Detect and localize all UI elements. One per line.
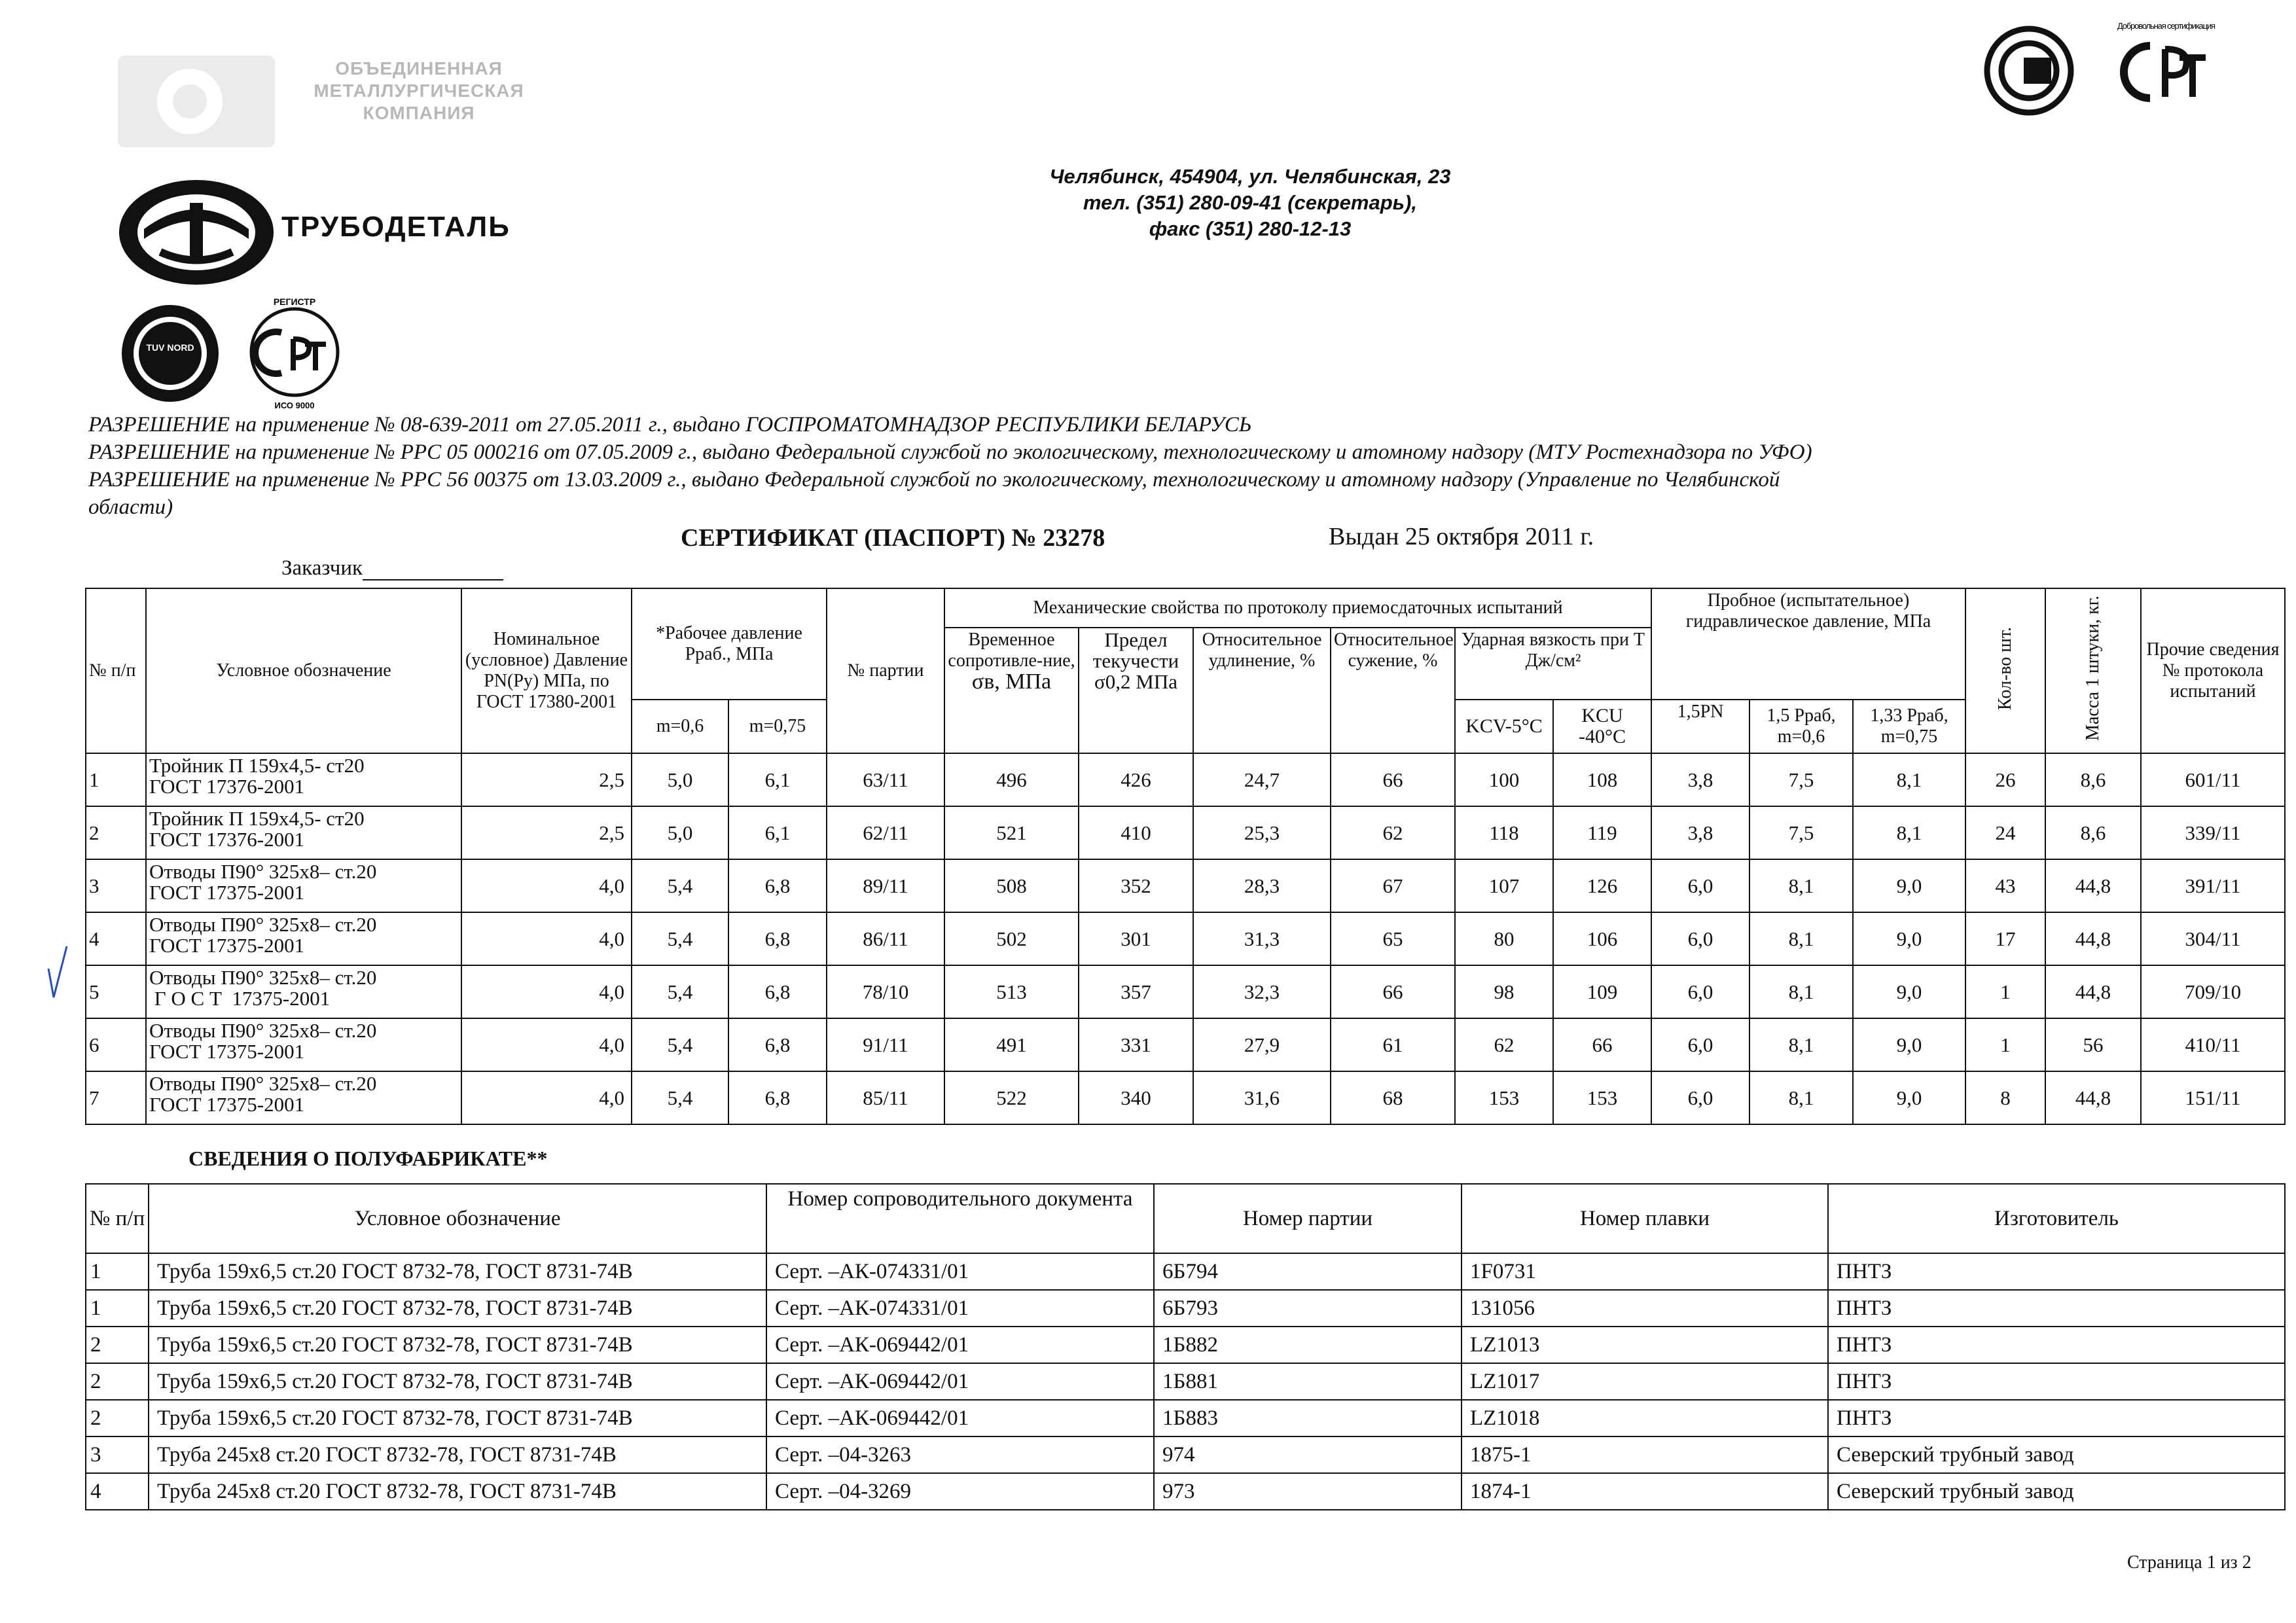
designation-line: Отводы П90° 325х8– ст.20	[149, 1019, 377, 1042]
table-row	[86, 1071, 2285, 1124]
yield-unit: σ0,2 МПа	[1094, 670, 1177, 693]
cell-batch: 89/11	[827, 859, 944, 912]
semi-cell-designation: Труба 159х6,5 ст.20 ГОСТ 8732-78, ГОСТ 8731-74В	[149, 1327, 766, 1363]
semi-cell-heat: LZ1018	[1462, 1400, 1828, 1436]
semi-cell-designation: Труба 159х6,5 ст.20 ГОСТ 8732-78, ГОСТ 8731-74В	[149, 1363, 766, 1400]
oms-group-name: ОБЪЕДИНЕННАЯ МЕТАЛЛУРГИЧЕСКАЯ КОМПАНИЯ	[314, 58, 524, 123]
col-h133: 1,33 Рраб, m=0,75	[1853, 700, 1965, 753]
semi-row	[86, 1363, 2285, 1400]
cell-elongation: 27,9	[1193, 1018, 1331, 1071]
cell-yield: 301	[1079, 912, 1193, 965]
semi-row	[86, 1253, 2285, 1290]
designation-std: ГОСТ 17375-2001	[149, 1040, 305, 1063]
table-row	[86, 753, 2285, 806]
semi-row	[86, 1327, 2285, 1363]
col-impact	[1455, 628, 1651, 700]
cell-contraction: 65	[1331, 912, 1455, 965]
designation-line: Отводы П90° 325х8– ст.20	[149, 913, 377, 936]
semi-col-designation: Условное обозначение	[149, 1184, 766, 1253]
cell-w2: 6,8	[728, 859, 827, 912]
semi-col-heat: Номер плавки	[1462, 1184, 1828, 1253]
tensile-unit: σв, МПа	[971, 669, 1052, 694]
col-kcv: KCV-5°C	[1455, 700, 1553, 753]
table-row	[86, 806, 2285, 859]
iso-text: ИСО 9000	[274, 401, 315, 410]
cell-h15: 7,5	[1749, 806, 1853, 859]
col-yield	[1079, 628, 1193, 753]
cell-kcv: 98	[1455, 965, 1553, 1018]
cell-num: 3	[86, 859, 146, 912]
cell-designation	[146, 912, 461, 965]
cell-h133: 9,0	[1853, 1018, 1965, 1071]
cell-kcv: 100	[1455, 753, 1553, 806]
col-h15pn: 1,5PN	[1651, 700, 1749, 753]
semi-cell-num: 3	[86, 1436, 149, 1473]
certificate-title: СЕРТИФИКАТ (ПАСПОРТ) № 23278	[681, 524, 1105, 552]
gost-cert-icon	[1983, 25, 2075, 116]
cell-w2: 6,8	[728, 912, 827, 965]
cell-h15pn: 6,0	[1651, 859, 1749, 912]
voluntary-text: Добровольная сертификация	[2117, 21, 2215, 31]
cell-designation	[146, 1018, 461, 1071]
semi-cell-doc: Серт. –АК-069442/01	[766, 1400, 1154, 1436]
semi-cell-maker: ПНТЗ	[1828, 1290, 2285, 1327]
semi-cell-designation: Труба 159х6,5 ст.20 ГОСТ 8732-78, ГОСТ 8731-74В	[149, 1253, 766, 1290]
cell-qty: 26	[1965, 753, 2045, 806]
cell-qty: 1	[1965, 965, 2045, 1018]
cell-contraction: 66	[1331, 753, 1455, 806]
col-m06: m=0,6	[632, 700, 728, 753]
semi-cell-doc: Серт. –АК-069442/01	[766, 1327, 1154, 1363]
cell-num: 4	[86, 912, 146, 965]
cell-num: 7	[86, 1071, 146, 1124]
cell-h15pn: 6,0	[1651, 912, 1749, 965]
cell-kcu: 119	[1553, 806, 1651, 859]
semi-row	[86, 1436, 2285, 1473]
cell-kcu: 66	[1553, 1018, 1651, 1071]
table-row	[86, 859, 2285, 912]
semi-cell-designation: Труба 159х6,5 ст.20 ГОСТ 8732-78, ГОСТ 8731-74В	[149, 1400, 766, 1436]
cell-mass: 56	[2045, 1018, 2141, 1071]
permit-line: области)	[88, 495, 173, 519]
cell-other: 410/11	[2141, 1018, 2285, 1071]
cell-qty: 8	[1965, 1071, 2045, 1124]
cell-contraction: 61	[1331, 1018, 1455, 1071]
cell-mass: 8,6	[2045, 806, 2141, 859]
semi-col-maker: Изготовитель	[1828, 1184, 2285, 1253]
register-text: РЕГИСТР	[273, 296, 316, 307]
cell-tensile: 496	[944, 753, 1079, 806]
cell-tensile: 491	[944, 1018, 1079, 1071]
cell-other: 601/11	[2141, 753, 2285, 806]
cell-batch: 78/10	[827, 965, 944, 1018]
impact-label: Ударная вязкость при Т	[1461, 630, 1645, 650]
designation-line: Отводы П90° 325х8– ст.20	[149, 1072, 377, 1095]
cell-h15: 8,1	[1749, 912, 1853, 965]
col-work-pressure: *Рабочее давление Рраб., МПа	[632, 588, 827, 700]
cell-w2: 6,8	[728, 965, 827, 1018]
cell-h133: 8,1	[1853, 806, 1965, 859]
tensile-label: Временное сопротивле-ние,	[948, 630, 1075, 671]
cell-num: 1	[86, 753, 146, 806]
table-row	[86, 1018, 2285, 1071]
cell-num: 2	[86, 806, 146, 859]
semi-row	[86, 1400, 2285, 1436]
cell-h15: 8,1	[1749, 859, 1853, 912]
cell-elongation: 25,3	[1193, 806, 1331, 859]
semi-cell-doc: Серт. –АК-074331/01	[766, 1253, 1154, 1290]
cell-w2: 6,1	[728, 753, 827, 806]
cell-h15pn: 6,0	[1651, 965, 1749, 1018]
cell-contraction: 66	[1331, 965, 1455, 1018]
cell-other: 339/11	[2141, 806, 2285, 859]
semi-cell-doc: Серт. –04-3269	[766, 1473, 1154, 1510]
semi-cell-batch: 6Б794	[1154, 1253, 1462, 1290]
designation-std: ГОСТ 17376-2001	[149, 775, 305, 798]
cell-contraction: 62	[1331, 806, 1455, 859]
phone-line: тел. (351) 280-09-41 (секретарь),	[1083, 191, 1417, 214]
col-m075: m=0,75	[728, 700, 827, 753]
semi-cell-batch: 6Б793	[1154, 1290, 1462, 1327]
cell-yield: 352	[1079, 859, 1193, 912]
customer-field	[281, 556, 503, 580]
tuv-text: TUV NORD	[146, 342, 194, 353]
designation-std: ГОСТ 17375-2001	[149, 934, 305, 957]
cell-tensile: 502	[944, 912, 1079, 965]
designation-line: Отводы П90° 325х8– ст.20	[149, 860, 377, 883]
cell-h15pn: 3,8	[1651, 753, 1749, 806]
cell-kcu: 106	[1553, 912, 1651, 965]
cell-designation	[146, 806, 461, 859]
cell-yield: 426	[1079, 753, 1193, 806]
designation-std: ГОСТ 17376-2001	[149, 828, 305, 851]
cell-w1: 5,4	[632, 859, 728, 912]
semi-cell-maker: Северский трубный завод	[1828, 1473, 2285, 1510]
table-row	[86, 912, 2285, 965]
designation-line: Тройник П 159х4,5- ст20	[149, 807, 365, 830]
cell-h15: 8,1	[1749, 1018, 1853, 1071]
table-row	[86, 965, 2285, 1018]
cell-pn: 4,0	[461, 1071, 632, 1124]
fax-line: факс (351) 280-12-13	[1149, 217, 1352, 240]
col-nominal-pressure: Номинальное (условное) Давление PN(Ру) МПа, по ГОСТ 17380-2001	[461, 588, 632, 753]
cell-w1: 5,4	[632, 912, 728, 965]
cell-kcv: 118	[1455, 806, 1553, 859]
cell-yield: 410	[1079, 806, 1193, 859]
col-hydro: Пробное (испытательное) гидравлическое давление, МПа	[1651, 588, 1965, 700]
semi-product-title: СВЕДЕНИЯ О ПОЛУФАБРИКАТЕ**	[188, 1147, 548, 1170]
semi-cell-num: 2	[86, 1400, 149, 1436]
cell-qty: 24	[1965, 806, 2045, 859]
qty-label: Кол-во шт.	[1995, 626, 2016, 710]
cell-h15: 7,5	[1749, 753, 1853, 806]
semi-cell-maker: ПНТЗ	[1828, 1327, 2285, 1363]
cell-h133: 8,1	[1853, 753, 1965, 806]
address-line: Челябинск, 454904, ул. Челябинская, 23	[1049, 165, 1451, 188]
cell-h15pn: 6,0	[1651, 1018, 1749, 1071]
designation-std: ГОСТ 17375-2001	[149, 881, 305, 904]
impact-unit: Дж/см²	[1525, 651, 1581, 671]
semi-cell-maker: Северский трубный завод	[1828, 1436, 2285, 1473]
semi-cell-heat: LZ1013	[1462, 1327, 1828, 1363]
cell-pn: 4,0	[461, 912, 632, 965]
col-designation: Условное обозначение	[146, 588, 461, 753]
col-tensile	[944, 628, 1079, 753]
company-name: ТРУБОДЕТАЛЬ	[281, 211, 511, 243]
semi-cell-designation: Труба 159х6,5 ст.20 ГОСТ 8732-78, ГОСТ 8731-74В	[149, 1290, 766, 1327]
cell-h15: 8,1	[1749, 965, 1853, 1018]
permit-line: РАЗРЕШЕНИЕ на применение № РРС 56 00375 от 13.03.2009 г., выдано Федеральной службой по экологическому, технологическому и атомному надзору (Управление по Челябинской	[88, 468, 1780, 491]
cell-h15pn: 3,8	[1651, 806, 1749, 859]
col-mass	[2045, 588, 2141, 753]
cell-kcu: 108	[1553, 753, 1651, 806]
semi-cell-num: 1	[86, 1290, 149, 1327]
cell-kcu: 126	[1553, 859, 1651, 912]
cell-tensile: 513	[944, 965, 1079, 1018]
cell-w2: 6,8	[728, 1071, 827, 1124]
semi-cell-batch: 1Б883	[1154, 1400, 1462, 1436]
cell-qty: 1	[1965, 1018, 2045, 1071]
page-number: Страница 1 из 2	[2127, 1552, 2251, 1573]
semi-row	[86, 1290, 2285, 1327]
cell-designation	[146, 1071, 461, 1124]
cell-w1: 5,4	[632, 1071, 728, 1124]
cell-h133: 9,0	[1853, 912, 1965, 965]
cell-batch: 85/11	[827, 1071, 944, 1124]
semi-cell-num: 2	[86, 1327, 149, 1363]
cell-mass: 8,6	[2045, 753, 2141, 806]
semi-cell-batch: 974	[1154, 1436, 1462, 1473]
designation-std: ГОСТ 17375-2001	[149, 1093, 305, 1116]
semi-cell-batch: 973	[1154, 1473, 1462, 1510]
cell-elongation: 31,6	[1193, 1071, 1331, 1124]
cell-qty: 17	[1965, 912, 2045, 965]
cell-pn: 4,0	[461, 1018, 632, 1071]
cell-other: 391/11	[2141, 859, 2285, 912]
cell-h133: 9,0	[1853, 965, 1965, 1018]
cell-tensile: 521	[944, 806, 1079, 859]
col-elongation: Относительное удлинение, %	[1193, 628, 1331, 753]
semi-cell-num: 1	[86, 1253, 149, 1290]
semi-cell-batch: 1Б881	[1154, 1363, 1462, 1400]
cell-pn: 4,0	[461, 965, 632, 1018]
cell-w2: 6,1	[728, 806, 827, 859]
cell-mass: 44,8	[2045, 912, 2141, 965]
voluntary-cert-icon	[2114, 20, 2219, 124]
semi-col-doc: Номер сопроводительного документа	[766, 1184, 1154, 1253]
cell-other: 151/11	[2141, 1071, 2285, 1124]
designation-line: Тройник П 159х4,5- ст20	[149, 754, 365, 777]
semi-cell-heat: 1875-1	[1462, 1436, 1828, 1473]
cell-kcv: 62	[1455, 1018, 1553, 1071]
semi-cell-doc: Серт. –АК-074331/01	[766, 1290, 1154, 1327]
col-kcu: KCU -40°C	[1553, 700, 1651, 753]
cell-contraction: 67	[1331, 859, 1455, 912]
semi-cell-heat: 131056	[1462, 1290, 1828, 1327]
semi-cell-designation: Труба 245х8 ст.20 ГОСТ 8732-78, ГОСТ 8731-74В	[149, 1473, 766, 1510]
cell-mass: 44,8	[2045, 965, 2141, 1018]
cell-batch: 91/11	[827, 1018, 944, 1071]
cell-yield: 357	[1079, 965, 1193, 1018]
semi-col-batch: Номер партии	[1154, 1184, 1462, 1253]
col-other: Прочие сведения № протокола испытаний	[2141, 588, 2285, 753]
customer-label: Заказчик	[281, 556, 363, 580]
cell-w1: 5,0	[632, 806, 728, 859]
cell-batch: 63/11	[827, 753, 944, 806]
semi-cell-heat: 1F0731	[1462, 1253, 1828, 1290]
cell-w1: 5,4	[632, 965, 728, 1018]
cell-kcu: 109	[1553, 965, 1651, 1018]
cell-num: 6	[86, 1018, 146, 1071]
cell-kcv: 153	[1455, 1071, 1553, 1124]
cell-num: 5	[86, 965, 146, 1018]
cell-h15pn: 6,0	[1651, 1071, 1749, 1124]
semi-cell-maker: ПНТЗ	[1828, 1253, 2285, 1290]
semi-col-num: № п/п	[86, 1184, 149, 1253]
tuv-nord-cert-icon	[118, 301, 223, 406]
cell-designation	[146, 965, 461, 1018]
col-qty	[1965, 588, 2045, 753]
cell-yield: 331	[1079, 1018, 1193, 1071]
cell-batch: 86/11	[827, 912, 944, 965]
cell-w2: 6,8	[728, 1018, 827, 1071]
semi-cell-maker: ПНТЗ	[1828, 1400, 2285, 1436]
semi-cell-num: 4	[86, 1473, 149, 1510]
cell-elongation: 24,7	[1193, 753, 1331, 806]
certificate-table	[85, 588, 2286, 1125]
cell-w1: 5,4	[632, 1018, 728, 1071]
semi-product-table	[85, 1183, 2286, 1510]
cell-h15: 8,1	[1749, 1071, 1853, 1124]
permit-line: РАЗРЕШЕНИЕ на применение № 08-639-2011 от 27.05.2011 г., выдано ГОСПРОМАТОМНАДЗОР РЕСПУБЛИКИ БЕЛАРУСЬ	[88, 413, 1252, 437]
cell-yield: 340	[1079, 1071, 1193, 1124]
cell-elongation: 32,3	[1193, 965, 1331, 1018]
mass-label: Масса 1 штуки, кг.	[2083, 596, 2104, 741]
semi-cell-designation: Труба 245х8 ст.20 ГОСТ 8732-78, ГОСТ 8731-74В	[149, 1436, 766, 1473]
col-batch: № партии	[827, 588, 944, 753]
pen-check-mark-icon	[45, 942, 71, 1001]
semi-cell-heat: LZ1017	[1462, 1363, 1828, 1400]
cell-mass: 44,8	[2045, 1071, 2141, 1124]
cell-designation	[146, 859, 461, 912]
col-mechanical: Механические свойства по протоколу приемосдаточных испытаний	[944, 588, 1651, 628]
cell-elongation: 31,3	[1193, 912, 1331, 965]
semi-cell-batch: 1Б882	[1154, 1327, 1462, 1363]
rs-register-cert-icon	[242, 293, 347, 411]
permits-block	[88, 411, 2248, 521]
cell-pn: 2,5	[461, 753, 632, 806]
cell-tensile: 522	[944, 1071, 1079, 1124]
customer-blank	[363, 560, 503, 580]
col-contraction: Относительное сужение, %	[1331, 628, 1455, 753]
col-h15: 1,5 Рраб, m=0,6	[1749, 700, 1853, 753]
semi-cell-doc: Серт. –04-3263	[766, 1436, 1154, 1473]
cell-h133: 9,0	[1853, 1071, 1965, 1124]
permit-line: РАЗРЕШЕНИЕ на применение № РРС 05 000216 от 07.05.2009 г., выдано Федеральной службой по экологическому, технологическому и атомному надзору (МТУ Ростехнадзора по УФО)	[88, 440, 1812, 464]
cell-elongation: 28,3	[1193, 859, 1331, 912]
yield-label: Предел текучести	[1092, 628, 1179, 672]
semi-cell-maker: ПНТЗ	[1828, 1363, 2285, 1400]
cell-pn: 2,5	[461, 806, 632, 859]
oms-group-logo	[111, 46, 281, 157]
semi-row	[86, 1473, 2285, 1510]
cell-contraction: 68	[1331, 1071, 1455, 1124]
cell-other: 304/11	[2141, 912, 2285, 965]
cell-w1: 5,0	[632, 753, 728, 806]
cell-kcv: 80	[1455, 912, 1553, 965]
issue-date: Выдан 25 октября 2011 г.	[1329, 523, 1594, 550]
cell-h133: 9,0	[1853, 859, 1965, 912]
cell-designation	[146, 753, 461, 806]
designation-line: Отводы П90° 325х8– ст.20	[149, 966, 377, 989]
semi-cell-heat: 1874-1	[1462, 1473, 1828, 1510]
semi-cell-num: 2	[86, 1363, 149, 1400]
cell-tensile: 508	[944, 859, 1079, 912]
cell-kcu: 153	[1553, 1071, 1651, 1124]
cell-pn: 4,0	[461, 859, 632, 912]
cell-batch: 62/11	[827, 806, 944, 859]
designation-std: Г О С Т 17375-2001	[149, 987, 331, 1010]
company-address	[949, 164, 1551, 242]
cell-kcv: 107	[1455, 859, 1553, 912]
semi-cell-doc: Серт. –АК-069442/01	[766, 1363, 1154, 1400]
cell-other: 709/10	[2141, 965, 2285, 1018]
cell-mass: 44,8	[2045, 859, 2141, 912]
col-num: № п/п	[86, 588, 146, 753]
cell-qty: 43	[1965, 859, 2045, 912]
trubodetal-logo-icon	[115, 177, 278, 288]
